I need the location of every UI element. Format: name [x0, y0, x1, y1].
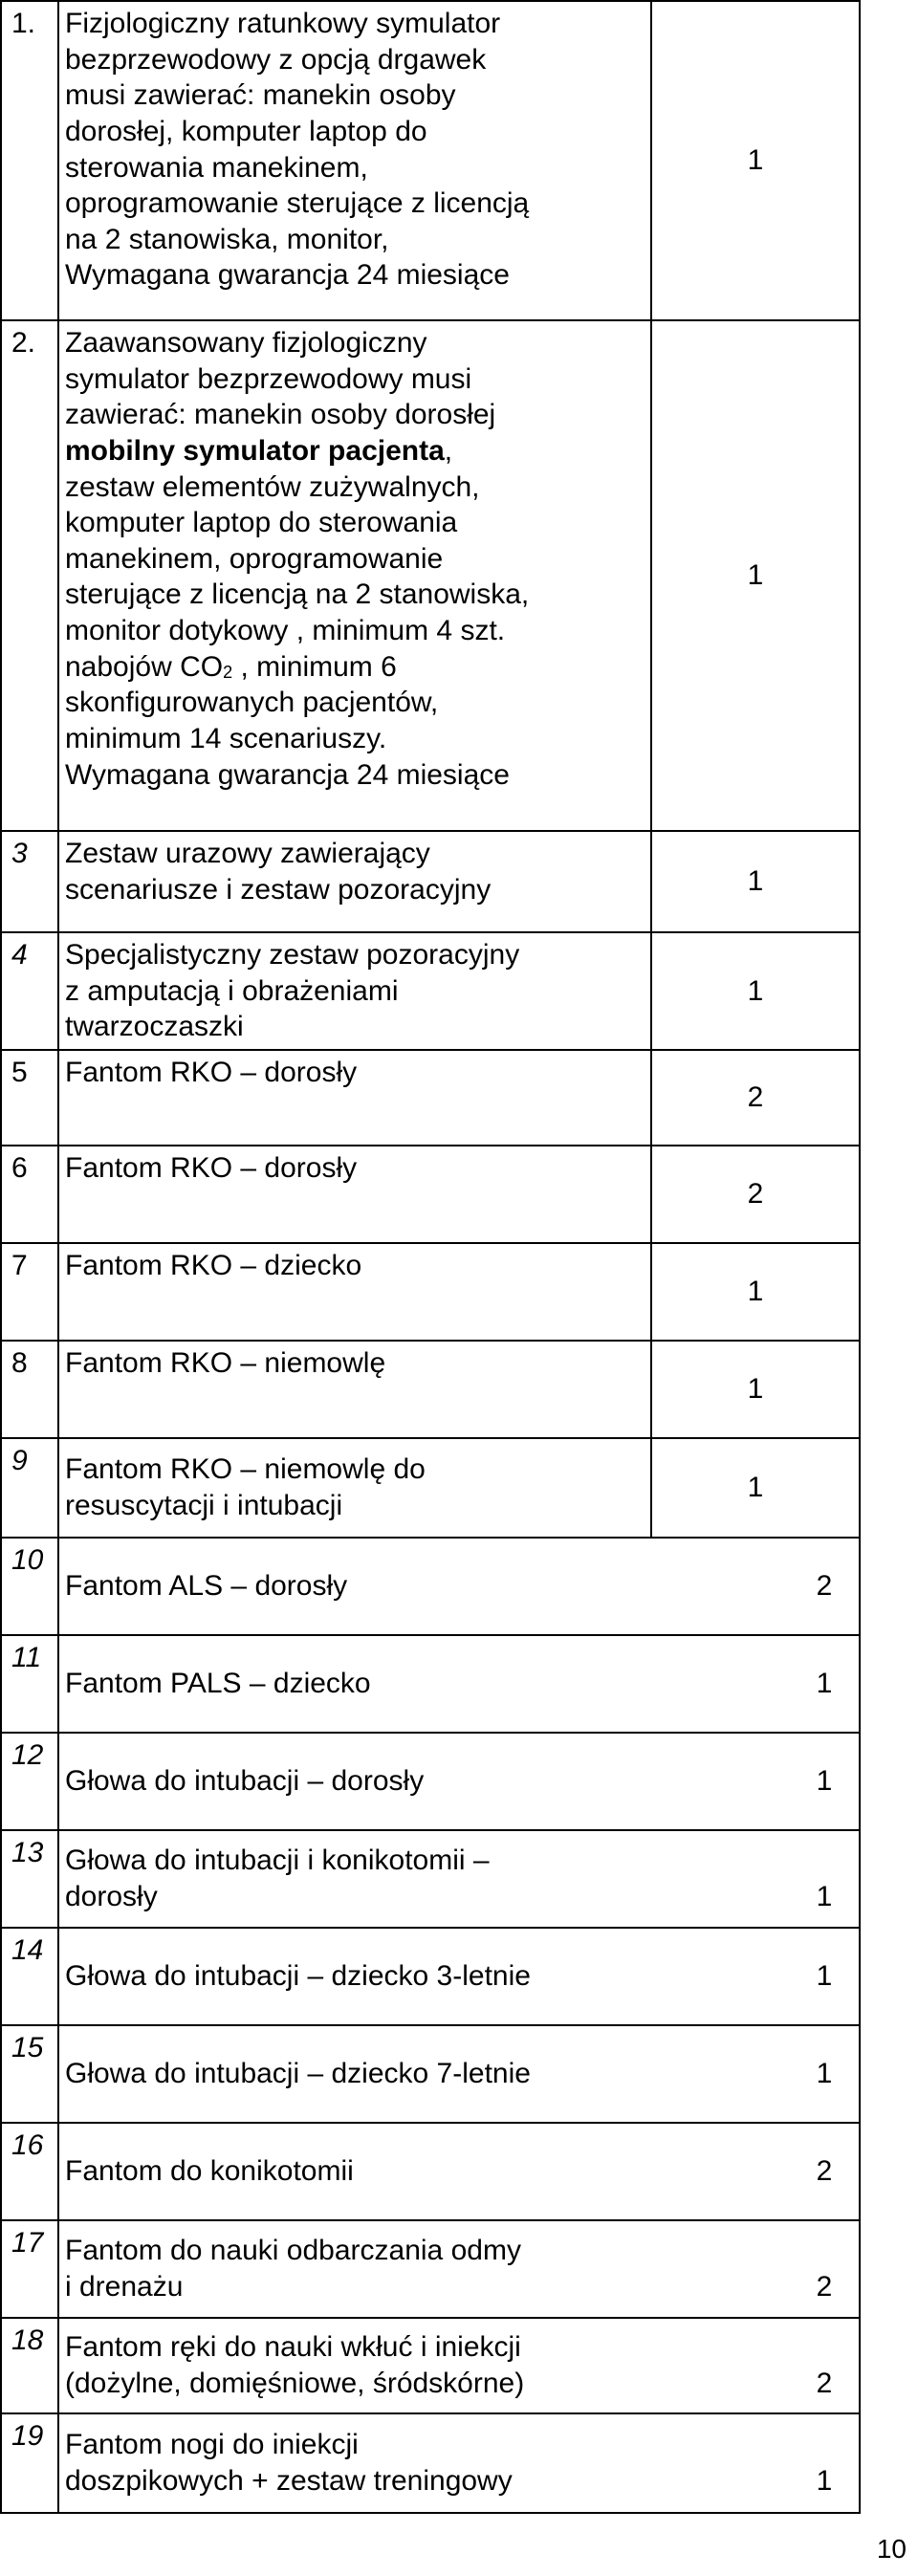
item-description [58, 1243, 651, 1341]
item-quantity: 2 [651, 1146, 860, 1243]
merged-content [65, 2056, 853, 2092]
row-number: 2. [1, 320, 58, 831]
row-number: 17 [1, 2220, 58, 2318]
description-line: Fantom RKO – niemowlę [65, 1346, 386, 1379]
description-line: musi zawierać: manekin osoby [65, 79, 456, 112]
co2-prefix: nabojów CO [65, 650, 224, 683]
description-line: Fantom RKO – dorosły [65, 1151, 358, 1184]
description-line: z amputacją i obrażeniami [65, 974, 399, 1007]
description-line: Fantom PALS – dziecko [65, 1668, 371, 1700]
table-row [1, 2220, 860, 2318]
co2-suffix: , minimum 6 [232, 650, 397, 683]
description-line: manekinem, oprogramowanie [65, 542, 444, 575]
table-row [1, 1146, 860, 1243]
description-block [65, 2233, 521, 2304]
description-line: (dożylne, domięśniowe, śródskórne) [65, 2367, 525, 2399]
merged-content [65, 1958, 853, 1995]
merged-content [65, 2427, 853, 2499]
table-row [1, 2318, 860, 2413]
table-row [1, 1341, 860, 1438]
item-quantity: 1 [651, 932, 860, 1050]
table-row [1, 2413, 860, 2513]
description-line: dorosłej, komputer laptop do [65, 115, 427, 147]
merged-content [65, 1763, 853, 1800]
description-line: komputer laptop do sterowania [65, 507, 458, 539]
description-line: doszpikowych + zestaw treningowy [65, 2464, 513, 2497]
row-number: 12 [1, 1733, 58, 1830]
row-number: 13 [1, 1830, 58, 1928]
description-line: skonfigurowanych pacjentów, [65, 687, 439, 719]
description-line: Specjalistyczny zestaw pozoracyjny [65, 939, 520, 971]
description-line: Zestaw urazowy zawierający [65, 838, 430, 869]
table-row [1, 1830, 860, 1928]
item-quantity: 1 [816, 1668, 833, 1700]
description-block [65, 2427, 513, 2499]
merged-content [65, 2233, 853, 2304]
item-description [58, 1928, 860, 2025]
description-line: sterowania manekinem, [65, 151, 368, 184]
row-number: 4 [1, 932, 58, 1050]
row-number: 18 [1, 2318, 58, 2413]
item-quantity: 2 [651, 1050, 860, 1146]
row-number: 9 [1, 1438, 58, 1538]
item-quantity: 1 [651, 1, 860, 320]
item-quantity: 1 [816, 2058, 833, 2090]
description-line: na 2 stanowiska, monitor, [65, 223, 389, 255]
table-row [1, 1050, 860, 1146]
table-row [1, 1733, 860, 1830]
row-number: 6 [1, 1146, 58, 1243]
description-line: Głowa do intubacji – dziecko 3-letnie [65, 1960, 531, 1993]
item-description [58, 1438, 651, 1538]
item-description [58, 2123, 860, 2220]
description-line: Fantom do nauki odbarczania odmy [65, 2235, 521, 2267]
description-line: scenariusze i zestaw pozoracyjny [65, 873, 492, 906]
item-description [58, 1, 651, 320]
description-line [65, 433, 645, 469]
description-line: monitor dotykowy , minimum 4 szt. [65, 615, 506, 647]
item-description [58, 1733, 860, 1830]
item-quantity: 1 [816, 2464, 833, 2497]
item-description [58, 1635, 860, 1733]
description-line: resuscytacji i intubacji [65, 1489, 343, 1521]
item-quantity: 2 [816, 2270, 833, 2303]
item-description [58, 2318, 860, 2413]
table-row [1, 2025, 860, 2123]
item-description [58, 1341, 651, 1438]
bold-suffix: , [444, 434, 453, 467]
description-line [65, 649, 645, 686]
item-quantity: 1 [816, 1880, 833, 1912]
row-number: 7 [1, 1243, 58, 1341]
table-row [1, 1538, 860, 1635]
description-line: Fantom ręki do nauki wkłuć i iniekcji [65, 2331, 521, 2364]
item-quantity: 1 [816, 1765, 833, 1798]
row-number: 1. [1, 1, 58, 320]
description-line: Fantom RKO – dorosły [65, 1056, 358, 1088]
page-number: 10 [876, 2534, 907, 2564]
row-number: 10 [1, 1538, 58, 1635]
item-description [58, 1538, 860, 1635]
row-number: 14 [1, 1928, 58, 2025]
description-line: Zaawansowany fizjologiczny [65, 327, 427, 359]
item-description [58, 320, 651, 831]
description-line: Fantom RKO – dziecko [65, 1249, 362, 1281]
item-quantity: 1 [651, 831, 860, 932]
table-row [1, 2123, 860, 2220]
item-description [58, 831, 651, 932]
row-number: 15 [1, 2025, 58, 2123]
row-number: 11 [1, 1635, 58, 1733]
row-number: 19 [1, 2413, 58, 2513]
description-line: Głowa do intubacji – dorosły [65, 1765, 425, 1798]
row-number: 16 [1, 2123, 58, 2220]
description-line: Fizjologiczny ratunkowy symulator [65, 8, 501, 39]
item-quantity: 2 [816, 2367, 833, 2399]
item-quantity: 1 [651, 1243, 860, 1341]
merged-content [65, 2153, 853, 2190]
description-line: dorosły [65, 1880, 158, 1912]
description-line: oprogramowanie sterujące z licencją [65, 187, 530, 220]
table-row [1, 1, 860, 320]
item-quantity: 1 [651, 320, 860, 831]
table-row [1, 1928, 860, 2025]
description-block [65, 2329, 524, 2401]
item-quantity: 2 [816, 1570, 833, 1603]
table-row [1, 1438, 860, 1538]
description-line: symulator bezprzewodowy musi [65, 362, 472, 395]
description-line: i drenażu [65, 2270, 184, 2303]
row-number: 8 [1, 1341, 58, 1438]
item-description [58, 2220, 860, 2318]
description-line: Fantom do konikotomii [65, 2155, 354, 2188]
bold-text: mobilny symulator pacjenta [65, 434, 445, 467]
description-line: minimum 14 scenariuszy. [65, 723, 387, 755]
description-line: Głowa do intubacji i konikotomii – [65, 1845, 490, 1877]
item-description [58, 932, 651, 1050]
description-line: bezprzewodowy z opcją drgawek [65, 43, 487, 76]
merged-content [65, 2329, 853, 2401]
item-description [58, 2413, 860, 2513]
item-description [58, 2025, 860, 2123]
item-quantity: 1 [651, 1341, 860, 1438]
item-quantity: 2 [816, 2155, 833, 2188]
description-line: zestaw elementów zużywalnych, [65, 470, 480, 503]
row-number: 5 [1, 1050, 58, 1146]
description-line: sterujące z licencją na 2 stanowiska, [65, 579, 530, 611]
item-description [58, 1146, 651, 1243]
merged-content [65, 1666, 853, 1702]
description-line: twarzoczaszki [65, 1011, 244, 1043]
table-row [1, 320, 860, 831]
description-line: Wymagana gwarancja 24 miesiące [65, 758, 510, 791]
table-row [1, 932, 860, 1050]
item-description [58, 1830, 860, 1928]
co2-subscript: 2 [223, 662, 233, 682]
item-description [58, 1050, 651, 1146]
item-quantity: 1 [816, 1960, 833, 1993]
description-line: Fantom RKO – niemowlę do [65, 1453, 426, 1486]
description-line: Wymagana gwarancja 24 miesiące [65, 259, 510, 292]
description-line: zawierać: manekin osoby dorosłej [65, 399, 496, 431]
table-row [1, 1635, 860, 1733]
description-line: Fantom nogi do iniekcji [65, 2429, 359, 2461]
table-row [1, 1243, 860, 1341]
row-number: 3 [1, 831, 58, 932]
merged-content [65, 1843, 853, 1914]
merged-content [65, 1568, 853, 1605]
table-row [1, 831, 860, 932]
description-line: Głowa do intubacji – dziecko 7-letnie [65, 2058, 531, 2090]
item-quantity: 1 [651, 1438, 860, 1538]
description-block [65, 1843, 490, 1914]
description-line: Fantom ALS – dorosły [65, 1570, 348, 1603]
